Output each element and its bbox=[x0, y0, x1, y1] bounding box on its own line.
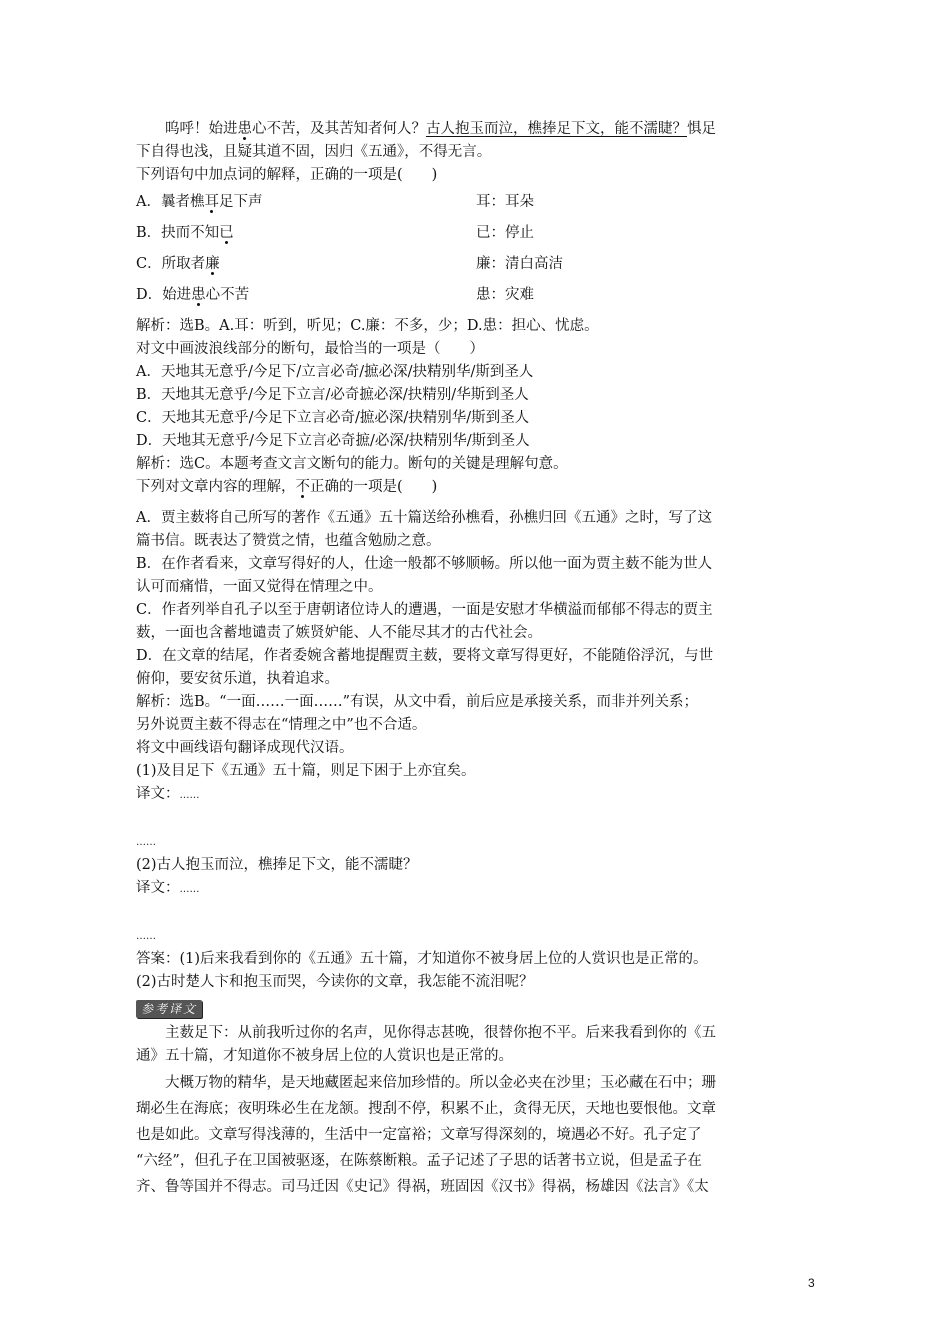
option-b-cont: 认可而痛惜，一面又觉得在情理之中。 bbox=[136, 579, 383, 595]
question-4-item-2: (2)古人抱玉而泣，樵捧足下文，能不濡睫？ bbox=[136, 857, 418, 873]
question-4-stem: 将文中画线语句翻译成现代汉语。 bbox=[136, 740, 354, 756]
page-number: 3 bbox=[808, 1276, 815, 1290]
option-a: A．天地其无意乎/今足下/立言必奇/摭必深/抉精别华/斯到圣人 bbox=[136, 364, 534, 380]
question-3-analysis: 解析：选B。“一面……一面……”有误，从文中看，前后应是承接关系，而非并列关系； bbox=[136, 694, 698, 710]
question-2-stem: 对文中画波浪线部分的断句，最恰当的一项是（ ） bbox=[136, 341, 484, 357]
option-c: C．天地其无意乎/今足下立言必奇/摭必深/抉精别华/斯到圣人 bbox=[136, 410, 530, 426]
blank-line bbox=[136, 901, 816, 924]
option-a: A．曩者樵耳足下声 耳：耳朵 bbox=[136, 194, 534, 210]
option-d-cont: 俯仰，要安贫乐道，执着追求。 bbox=[136, 671, 339, 687]
option-b: B．天地其无意乎/今足下立言/必奇摭必深/抉精别/华斯到圣人 bbox=[136, 387, 529, 403]
option-d: D．在文章的结尾，作者委婉含蓄地提醒贾主薮，要将文章写得更好，不能随俗浮沉，与世 bbox=[136, 648, 714, 664]
question-1-analysis: 解析：选B。A.耳：听到，听见；C.廉：不多，少；D.患：担心、忧虑。 bbox=[136, 318, 599, 334]
option-c: C．作者列举自孔子以至于唐朝诸位诗人的遭遇，一面是安慰才华横溢而郁郁不得志的贾主 bbox=[136, 602, 713, 618]
question-3-analysis-cont: 另外说贾主薮不得志在“情理之中”也不合适。 bbox=[136, 717, 427, 733]
option-d: D．始进患心不苦 患：灾难 bbox=[136, 287, 534, 303]
answer-2: (2)古时楚人卞和抱玉而哭，今读你的文章，我怎能不流泪呢？ bbox=[136, 974, 534, 990]
answer-line-2: 译文：…… bbox=[136, 880, 200, 896]
answer-1: 答案：(1)后来我看到你的《五通》五十篇，才知道你不被身居上位的人赏识也是正常的。 bbox=[136, 951, 708, 967]
question-1-options bbox=[136, 187, 816, 311]
option-d: D．天地其无意乎/今足下立言必奇摭/必深/抉精别华/斯到圣人 bbox=[136, 433, 530, 449]
option-b: B．在作者看来，文章写得好的人，仕途一般都不够顺畅。所以他一面为贾主薮不能为世人 bbox=[136, 556, 713, 572]
passage-line-1: 呜呼！始进患心不苦，及其苦知者何人？古人抱玉而泣，樵捧足下文，能不濡睫？惧足 bbox=[165, 121, 716, 137]
question-3-stem: 下列对文章内容的理解，不正确的一项是( ) bbox=[136, 479, 438, 495]
translation-paragraph-2: 大概万物的精华，是天地藏匿起来倍加珍惜的。所以金必夹在沙里；玉必藏在石中；珊 瑚必生在海底；夜明珠必生在龙颔。搜刮不停，积累不止，贪得无厌，天地也要恨他。文章 也是如此。文章写得浅薄的，生活中一定富裕；文章写得深刻的，境遇必不好。孔子定了 “六经”，但孔子在卫国被驱逐，在陈蔡断粮。孟子记述了子思的话著书立说，但是孟子在 齐、鲁等国并不得志。司马迁因《史记》得祸，班固因《汉书》得祸，杨雄因《法言》《太 bbox=[136, 1075, 716, 1195]
question-1-stem: 下列语句中加点词的解释，正确的一项是( ) bbox=[136, 167, 438, 183]
answer-line-1: 译文：…… bbox=[136, 786, 200, 802]
question-2-analysis: 解析：选C。本题考查文言文断句的能力。断句的关键是理解句意。 bbox=[136, 456, 568, 472]
underlined-sentence: 古人抱玉而泣，樵捧足下文，能不濡睫？ bbox=[426, 121, 687, 137]
blank-line bbox=[136, 807, 816, 830]
option-a: A．贾主薮将自己所写的著作《五通》五十篇送给孙樵看，孙樵归回《五通》之时，写了这 bbox=[136, 510, 712, 526]
option-c-cont: 薮，一面也含蓄地谴责了嫉贤妒能、人不能尽其才的古代社会。 bbox=[136, 625, 542, 641]
reference-translation-tag: 参考译文 bbox=[136, 1000, 202, 1018]
question-4-item-1: (1)及目足下《五通》五十篇，则足下困于上亦宜矣。 bbox=[136, 763, 476, 779]
answer-line-1-cont: …… bbox=[136, 837, 156, 848]
passage-line-2: 下自得也浅，且疑其道不固，因归《五通》，不得无言。 bbox=[136, 144, 492, 160]
answer-line-2-cont: …… bbox=[136, 931, 156, 942]
dotted-char: 患 bbox=[237, 121, 252, 137]
option-b: B．抉而不知已 已：停止 bbox=[136, 225, 534, 241]
translation-paragraph-1: 主薮足下：从前我听过你的名声，见你得志甚晚，很替你抱不平。后来我看到你的《五 通》五十篇，才知道你不被身居上位的人赏识也是正常的。 bbox=[136, 1025, 716, 1064]
document-body bbox=[136, 118, 816, 1200]
option-c: C．所取者廉 廉：清白高洁 bbox=[136, 256, 563, 272]
option-a-cont: 篇书信。既表达了赞赏之情，也蕴含勉励之意。 bbox=[136, 533, 441, 549]
